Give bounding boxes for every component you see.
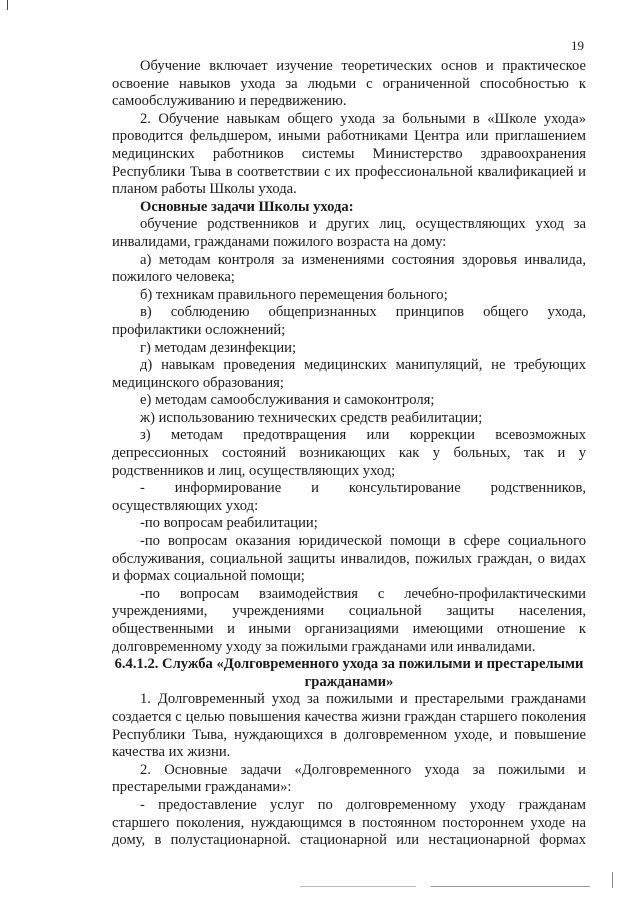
list-item-z: з) методам предотвращения или коррекции всевозможных депрессионных состояний возникающих как у больных, так и у родственников и лиц, осуществляющих уход;	[112, 427, 586, 479]
list-item-g: г) методам дезинфекции;	[140, 339, 297, 356]
bullet-informing: - информирование и консультирование родственников, осуществляющих уход:	[112, 480, 586, 514]
bullet-interaction: -по вопросам взаимодействия с лечебно-профилактическими учреждениями, учреждениями социальной защиты населения, общественными и иными организациями имеющими отношение к долговременному уходу за пожилыми гражданами или инвалидами.	[112, 585, 586, 655]
list-item-a: а) методам контроля за изменениями состояния здоровья инвалида, пожилого человека;	[112, 251, 586, 286]
page-number: 19	[571, 38, 584, 53]
list-item-d: д) навыкам проведения медицинских манипуляций, не требующих медицинского образования;	[112, 357, 586, 391]
scan-edge-mark	[7, 0, 8, 10]
heading-school-tasks: Основные задачи Школы ухода:	[140, 198, 354, 215]
paragraph-long-term-care-purpose: 1. Долговременный уход за пожилыми и престарелыми гражданами создается с целью повышения качества жизни граждан старшего поколения Республики Тыва, нуждающихся в долговременном уходе, и повышение качества их жизни.	[112, 691, 586, 761]
bullet-rehabilitation: -по вопросам реабилитации;	[140, 515, 318, 532]
section-heading-long-term-care: 6.4.1.2. Служба «Долговременного ухода за пожилыми и престарелыми гражданами»	[114, 656, 584, 690]
list-item-zh: ж) использованию технических средств реабилитации;	[140, 409, 483, 426]
paragraph-training-content: Обучение включает изучение теоретических основ и практическое освоение навыков ухода за людьми с ограниченной способностью к самообслуживанию и передвижению.	[112, 58, 586, 110]
scan-bottom-line	[300, 886, 590, 887]
paragraph-training-relatives: обучение родственников и других лиц, осуществляющих уход за инвалидами, гражданами пожилого возраста на дому:	[112, 216, 586, 250]
document-body	[112, 58, 586, 850]
list-item-b: б) техникам правильного перемещения больного;	[140, 286, 448, 303]
list-item-e: е) методам самообслуживания и самоконтроля;	[140, 392, 435, 409]
bullet-services: - предоставление услуг по долговременному уходу гражданам старшего поколения, нуждающимся в постоянном постороннем уходе на дому, в полустационарной. стационарной или нестационарной формах	[112, 796, 586, 849]
scan-bottom-mark	[612, 872, 613, 888]
paragraph-training-provider: 2. Обучение навыкам общего ухода за больными в «Школе ухода» проводится фельдшером, иными работниками Центра или приглашением медицинских работников системы Министерство здравоохранения Республики Тыва в соответствии с их профессиональной квалификацией и планом работы Школы ухода.	[112, 110, 586, 198]
bullet-legal-help: -по вопросам оказания юридической помощи в сфере социального обслуживания, социальной защиты инвалидов, пожилых граждан, о видах и формах социальной помощи;	[112, 533, 586, 585]
list-item-v: в) соблюдению общепризнанных принципов общего ухода, профилактики осложнений;	[112, 304, 586, 338]
paragraph-long-term-care-tasks: 2. Основные задачи «Долговременного ухода за пожилыми и престарелыми гражданами»:	[112, 761, 586, 796]
